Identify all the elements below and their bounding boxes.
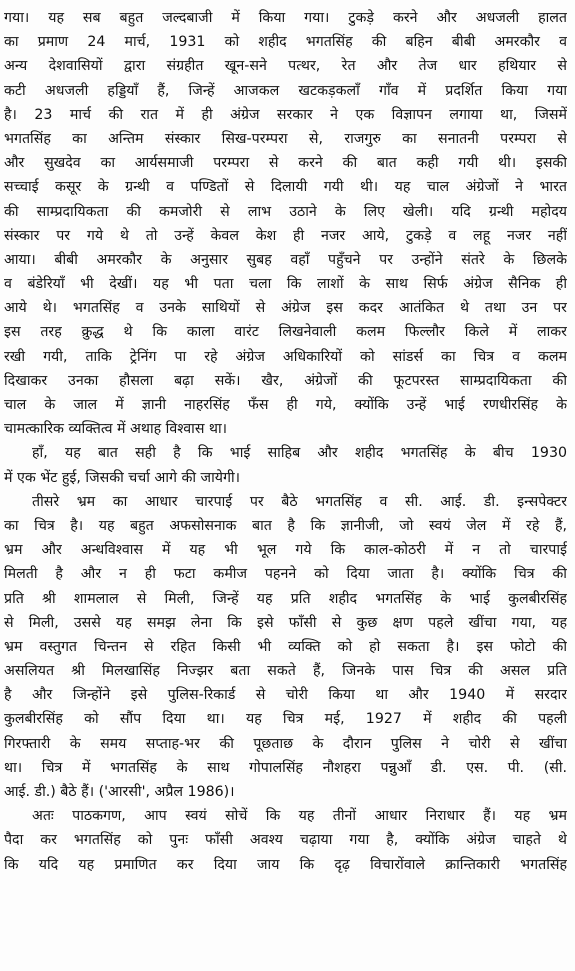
text-line: व बंडेरियाँ भी देखीं। यह भी पता चला कि लाशों के साथ सिर्फ अंग्रेज सैनिक ही (4, 276, 567, 293)
text-line: है और जिन्होंने इसे पुलिस-रिकार्ड से चोरी किया था और 1940 में सरदार (4, 687, 567, 704)
text-line: कुलबीरसिंह को सौंप दिया था। यह चित्र मई, 1927 में शहीद की पहली (4, 711, 567, 728)
paragraph-3 (4, 490, 567, 804)
text-line: है। 23 मार्च की रात में ही अंग्रेज सरकार ने एक विज्ञापन लगाया था, जिसमें (4, 106, 567, 123)
text-line: प्रति श्री शामलाल से मिली, जिन्हें यह प्रति शहीद भगतसिंह के भाई कुलबीरसिंह (4, 590, 567, 607)
text-line: इस तरह क्रुद्ध थे कि काला वारंट लिखनेवाली कलम फिल्लौर किले में लाकर (4, 324, 567, 341)
text-line: आया। बीबी अमरकौर के अनुसार सुबह वहाँ पहुँचने पर उन्होंने संतरे के छिलके (4, 251, 567, 268)
text-line: भ्रम वस्तुगत चिन्तन से रहित किसी भी व्यक्ति को हो सकता है। इस फोटो की (4, 638, 567, 655)
paragraph-4 (4, 804, 567, 877)
text-line: गया। यह सब बहुत जल्दबाजी में किया गया। टुकड़े करने और अधजली हालत (4, 10, 567, 26)
text-line: था। चित्र में भगतसिंह के साथ गोपालसिंह नौशहरा पन्नुआँ डी. एस. पी. (सी. (4, 759, 567, 776)
text-line: भगतसिंह का अन्तिम संस्कार सिख-परम्परा से, राजगुरु का सनातनी परम्परा से (4, 130, 567, 147)
text-line: रखी गयी, ताकि ट्रेनिंग पा रहे अंग्रेज अधिकारियों को सांडर्स का चित्र व कलम (4, 348, 567, 365)
text-line: आई. डी.) बैठे हैं। ('आरसी', अप्रैल 1986)। (4, 784, 235, 800)
text-line: की साम्प्रदायिकता की कमजोरी से लाभ उठाने के लिए खेली। यदि ग्रन्थी महोदय (4, 203, 567, 220)
text-line: मिलती है और न ही फटा कमीज पहनने को दिया जाता है। क्योंकि चित्र की (4, 566, 567, 583)
text-line: और सुखदेव का आर्यसमाजी परम्परा से करने की बात कही गयी थी। इसकी (4, 155, 567, 172)
text-line: गिरफ्तारी के समय सप्ताह-भर की पूछताछ के दौरान पुलिस ने चोरी से खींचा (4, 735, 567, 752)
text-line: कि यदि यह प्रमाणित कर दिया जाय कि दृढ़ विचारोंवाले क्रान्तिकारी भगतसिंह (4, 856, 567, 873)
text-line: आये थे। भगतसिंह व उनके साथियों से अंग्रेज इस कदर आतंकित थे तथा उन पर (4, 300, 567, 317)
text-line: का प्रमाण 24 मार्च, 1931 को शहीद भगतसिंह की बहिन बीबी अमरकौर व (4, 34, 567, 51)
text-line: सच्चाई कसूर के ग्रन्थी व पण्डितों से दिलायी गयी थी। यह चाल अंग्रेजों ने भारत (4, 179, 567, 196)
text-line: दिखाकर उनका हौसला बढ़ा सकें। खैर, अंग्रेजों की फूटपरस्त साम्प्रदायिकता की (4, 372, 567, 389)
text-line: असलियत श्री मिलखासिंह निज्झर बता सकते हैं, जिनके पास चित्र की असल प्रति (4, 663, 567, 680)
text-line: में एक भेंट हुई, जिसकी चर्चा आगे की जायेगी। (4, 469, 241, 486)
paragraph-2 (4, 441, 567, 489)
paragraph-1 (4, 6, 567, 441)
text-line: हाँ, यह बात सही है कि भाई साहिब और शहीद भगतसिंह के बीच 1930 (32, 445, 567, 462)
text-line: भ्रम और अन्धविश्वास में यह भी भूल गये कि काल-कोठरी में न तो चारपाई (4, 542, 567, 559)
text-line: चाल के जाल में ज्ञानी नाहरसिंह फँस ही गये, क्योंकि उन्हें भाई रणधीरसिंह के (4, 397, 567, 413)
text-line: तीसरे भ्रम का आधार चारपाई पर बैठे भगतसिंह व सी. आई. डी. इन्सपेक्टर (32, 493, 567, 510)
text-line: अतः पाठकगण, आप स्वयं सोचें कि यह तीनों आधार निराधार हैं। यह भ्रम (32, 808, 567, 825)
text-line: से मिली, उससे यह समझ लेना कि इसे फाँसी से कुछ क्षण पहले खींचा गया, यह (4, 614, 567, 631)
text-line: अन्य देशवासियों द्वारा संग्रहीत खून-सने पत्थर, रेत और तेज धार हथियार से (4, 58, 567, 75)
text-line: का चित्र है। यह बहुत अफसोसनाक बात है कि ज्ञानीजी, जो स्वयं जेल में रहे हैं, (4, 517, 567, 534)
text-line: संस्कार पर गये थे तो उन्हें केवल केश ही नजर आये, टुकड़े व लहू नजर नहीं (4, 227, 567, 244)
text-line: चामत्कारिक व्यक्तित्व में अथाह विश्वास था। (4, 421, 228, 438)
text-line: पैदा कर भगतसिंह को पुनः फाँसी अवश्य चढ़ाया गया है, क्योंकि अंग्रेज चाहते थे (4, 832, 567, 849)
text-line: कटी अधजली हड्डियाँ हैं, जिन्हें आजकल खटकड़कलाँ गाँव में प्रदर्शित किया गया (4, 82, 567, 99)
